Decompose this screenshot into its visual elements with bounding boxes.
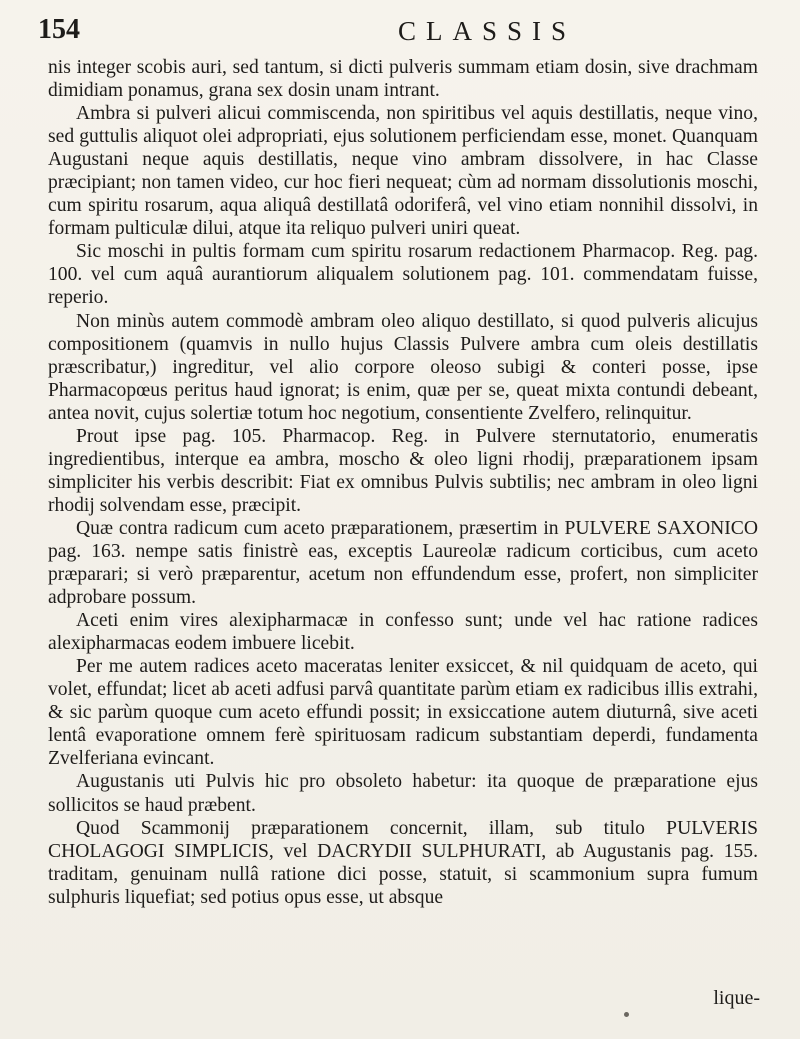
paragraph: Quod Scammonij præparationem concernit, illam, sub titulo PULVERIS CHOLAGOGI SIMPLICIS, vel DACRYDII SULPHURATI, ab Augustanis pag. 155. traditam, genuinam nullâ ratione dici posse, statuit, si scammonium supra fumum sulphuris liquefiat; sed potius opus esse, ut absque [48, 817, 758, 908]
catchword: lique- [713, 987, 760, 1009]
paragraph: Quæ contra radicum cum aceto præparationem, præsertim in PULVERE SAXONICO pag. 163. nempe satis finistrè eas, exceptis Laureolæ radicum corticibus, cum aceto præparari; si verò præparentur, acetum non effundendum esse, profert, non simpliciter adprobare possum. [48, 517, 758, 609]
page-header [38, 14, 758, 54]
paragraph: Sic moschi in pultis formam cum spiritu rosarum redactionem Pharmacop. Reg. pag. 100. vel cum aquâ aurantiorum aliqualem solutionem pag. 101. commendatam fuisse, reperio. [48, 241, 758, 309]
paragraph: Prout ipse pag. 105. Pharmacop. Reg. in Pulvere sternutatorio, enumeratis ingredientibus, interque ea ambra, moscho & oleo ligni rhodij, præparationem ipsam simpliciter his verbis describit: Fiat ex omnibus Pulvis subtilis; nec ambram in oleo ligni rhodij solvendam esse, præcipit. [48, 425, 758, 516]
paragraph: nis integer scobis auri, sed tantum, si dicti pulveris summam etiam dosin, sive drachmam dimidiam ponamus, grana sex dosin unam intrant. [48, 57, 758, 102]
paragraph: Augustanis uti Pulvis hic pro obsoleto habetur: ita quoque de præparatione ejus sollicitos se haud præbent. [48, 771, 758, 816]
page-number: 154 [38, 14, 80, 45]
paragraph: Per me autem radices aceto maceratas leniter exsiccet, & nil quidquam de aceto, qui volet, effundat; licet ab aceti adfusi parvâ quantitate parùm etiam ex radicibus illis extrahi, & sic parùm quoque cum aceto effundi possit; in exsiccatione autem diuturnâ, sive aceti lentâ evaporatione omnem ferè spirituosam radicum substantiam deperdi, fundamenta Zvelferiana evincant. [48, 656, 758, 770]
running-title: CLASSIS [398, 16, 577, 46]
paragraph: Non minùs autem commodè ambram oleo aliquo destillato, si quod pulveris alicujus compositionem (quamvis in nullo hujus Classis Pulvere ambra cum oleis destillatis præscribatur,) ingreditur, vel alio corpore oleoso subigi & conteri posse, ipse Pharmacopœus peritus haud ignorat; is enim, quæ per se, queat mixta contundi debeant, antea novit, cujus solertiæ totum hoc negotium, consentiente Zvelfero, relinquitur. [48, 310, 758, 424]
paragraph: Aceti enim vires alexipharmacæ in confesso sunt; unde vel hac ratione radices alexipharmacas eodem imbuere licebit. [48, 610, 758, 655]
text-body [48, 56, 758, 909]
paragraph: Ambra si pulveri alicui commiscenda, non spiritibus vel aquis destillatis, neque vino, sed guttulis aliquot olei adpropriati, ejus solutionem perficiendam esse, monet. Quanquam Augustani neque aquis destillatis, neque vino ambram dissolvere, in hac Classe præcipiant; non tamen video, cur hoc fieri nequeat; cùm ad normam dissolutionis moschi, cum spiritu rosarum, aqua aliquâ destillatâ odoriferâ, vel vino etiam nonnihil dissolvi, in formam pulticulæ dilui, atque ita reliquo pulveri uniri queat. [48, 103, 758, 240]
ink-speck [624, 1012, 629, 1017]
